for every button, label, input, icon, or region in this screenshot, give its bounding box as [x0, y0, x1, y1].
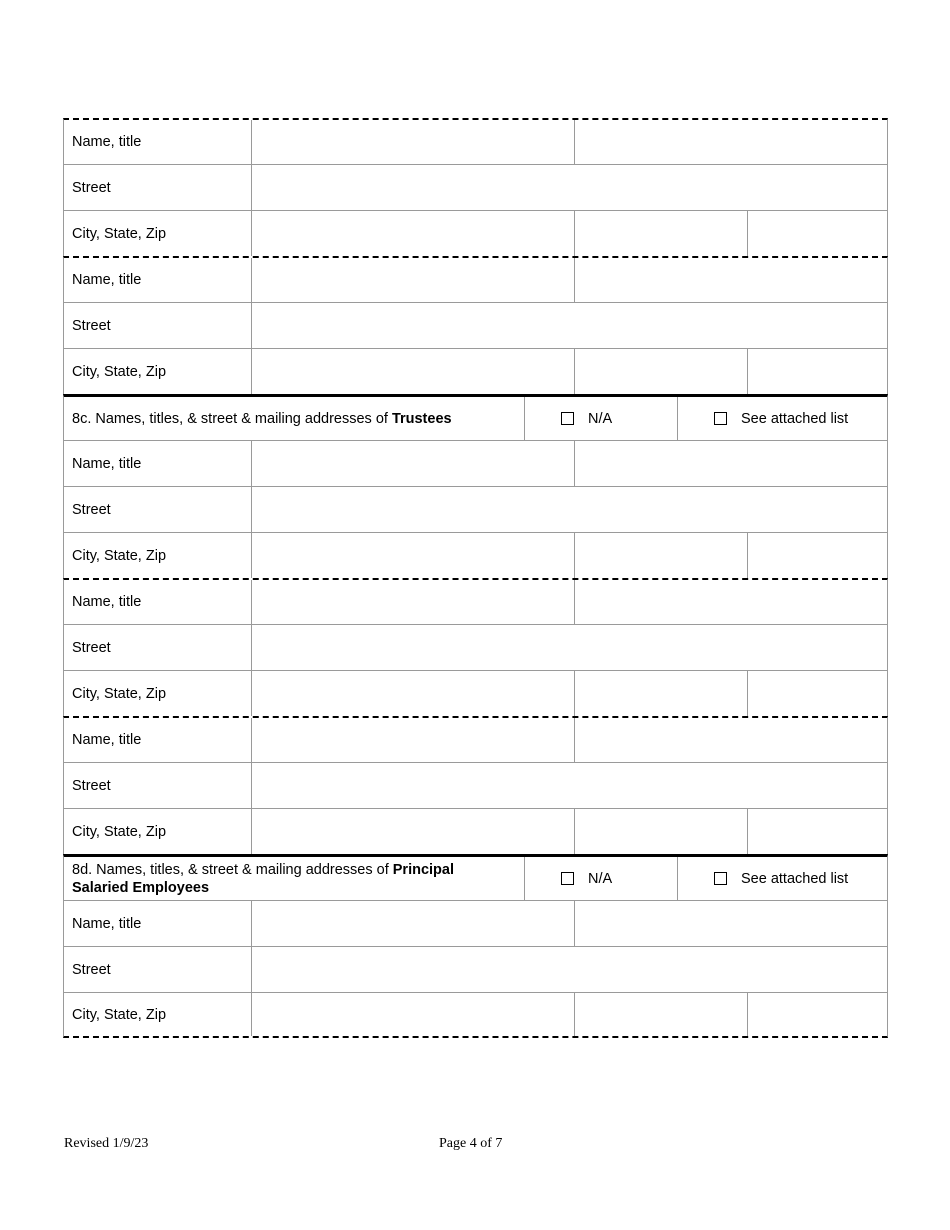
- zip-field[interactable]: [747, 993, 748, 1036]
- city-state-zip-label: City, State, Zip: [72, 225, 167, 242]
- trustees-heading-bold: Trustees: [391, 410, 452, 427]
- name-title-label: Name, title: [72, 455, 142, 472]
- name-title-label: Name, title: [72, 134, 142, 150]
- city-field[interactable]: [251, 671, 252, 716]
- employees-na-cell: [524, 857, 525, 900]
- street-label: Street: [72, 501, 111, 518]
- employees-attached-label: See attached list: [741, 870, 849, 887]
- street-row: [63, 624, 888, 670]
- city-field[interactable]: [251, 993, 252, 1036]
- zip-field[interactable]: [747, 671, 748, 716]
- street-label: Street: [72, 961, 111, 978]
- city-state-zip-row: [63, 670, 888, 716]
- name-field[interactable]: [251, 258, 252, 302]
- street-label: Street: [72, 317, 111, 334]
- employees-attached-checkbox[interactable]: [714, 872, 727, 885]
- name-title-row: [63, 578, 888, 624]
- employees-attached-option[interactable]: [714, 857, 848, 900]
- employees-na-option[interactable]: [561, 857, 612, 900]
- zip-field[interactable]: [747, 211, 748, 256]
- title-field[interactable]: [574, 441, 575, 486]
- employees-heading: [72, 857, 512, 900]
- name-title-row: [63, 440, 888, 486]
- revised-date: Revised 1/9/23: [64, 1136, 149, 1151]
- name-field[interactable]: [251, 580, 252, 624]
- street-row: [63, 762, 888, 808]
- city-state-zip-row: [63, 348, 888, 394]
- title-field[interactable]: [574, 120, 575, 164]
- name-field[interactable]: [251, 718, 252, 762]
- street-field[interactable]: [251, 303, 252, 348]
- trustees-attached-cell: [677, 397, 678, 440]
- city-state-zip-label: City, State, Zip: [72, 1006, 167, 1023]
- employees-heading-bold: Principal Salaried Employees: [72, 861, 454, 896]
- zip-field[interactable]: [747, 533, 748, 578]
- street-row: [63, 946, 888, 992]
- trustees-na-cell: [524, 397, 525, 440]
- name-field[interactable]: [251, 120, 252, 164]
- city-state-zip-row: [63, 808, 888, 854]
- trustees-attached-checkbox[interactable]: [714, 412, 727, 425]
- employees-attached-cell: [677, 857, 678, 900]
- title-field[interactable]: [574, 901, 575, 946]
- title-field[interactable]: [574, 258, 575, 302]
- street-field[interactable]: [251, 947, 252, 992]
- employees-header-row: [63, 854, 888, 900]
- street-row: [63, 164, 888, 210]
- state-field[interactable]: [574, 211, 575, 256]
- title-field[interactable]: [574, 580, 575, 624]
- zip-field[interactable]: [747, 349, 748, 394]
- state-field[interactable]: [574, 349, 575, 394]
- trustees-heading-prefix: 8c. Names, titles, & street & mailing addresses of: [72, 410, 392, 427]
- page-number: Page 4 of 7: [439, 1136, 503, 1151]
- trustees-attached-label: See attached list: [741, 410, 849, 427]
- street-label: Street: [72, 179, 111, 196]
- street-field[interactable]: [251, 165, 252, 210]
- name-title-label: Name, title: [72, 594, 142, 610]
- address-form: [63, 118, 888, 1038]
- trustees-na-checkbox[interactable]: [561, 412, 574, 425]
- city-state-zip-label: City, State, Zip: [72, 547, 167, 564]
- city-state-zip-row: [63, 992, 888, 1038]
- name-title-label: Name, title: [72, 732, 142, 748]
- city-state-zip-label: City, State, Zip: [72, 823, 167, 840]
- state-field[interactable]: [574, 533, 575, 578]
- state-field[interactable]: [574, 809, 575, 854]
- city-field[interactable]: [251, 809, 252, 854]
- title-field[interactable]: [574, 718, 575, 762]
- zip-field[interactable]: [747, 809, 748, 854]
- city-state-zip-row: [63, 532, 888, 578]
- street-field[interactable]: [251, 625, 252, 670]
- street-label: Street: [72, 639, 111, 656]
- city-field[interactable]: [251, 211, 252, 256]
- city-field[interactable]: [251, 533, 252, 578]
- trustees-na-label: N/A: [588, 410, 613, 427]
- street-field[interactable]: [251, 763, 252, 808]
- employees-na-checkbox[interactable]: [561, 872, 574, 885]
- name-field[interactable]: [251, 901, 252, 946]
- trustees-na-option[interactable]: [561, 397, 612, 440]
- state-field[interactable]: [574, 671, 575, 716]
- street-field[interactable]: [251, 487, 252, 532]
- employees-heading-prefix: 8d. Names, titles, & street & mailing addresses of: [72, 861, 393, 878]
- name-title-row: [63, 118, 888, 164]
- city-state-zip-row: [63, 210, 888, 256]
- name-title-row: [63, 716, 888, 762]
- name-title-row: [63, 256, 888, 302]
- name-field[interactable]: [251, 441, 252, 486]
- state-field[interactable]: [574, 993, 575, 1036]
- street-row: [63, 302, 888, 348]
- street-label: Street: [72, 777, 111, 794]
- street-row: [63, 486, 888, 532]
- city-state-zip-label: City, State, Zip: [72, 685, 167, 702]
- employees-na-label: N/A: [588, 870, 613, 887]
- city-state-zip-label: City, State, Zip: [72, 363, 167, 380]
- name-title-row: [63, 900, 888, 946]
- name-title-label: Name, title: [72, 272, 142, 288]
- trustees-heading: [72, 397, 512, 440]
- trustees-attached-option[interactable]: [714, 397, 848, 440]
- trustees-header-row: [63, 394, 888, 440]
- city-field[interactable]: [251, 349, 252, 394]
- name-title-label: Name, title: [72, 915, 142, 932]
